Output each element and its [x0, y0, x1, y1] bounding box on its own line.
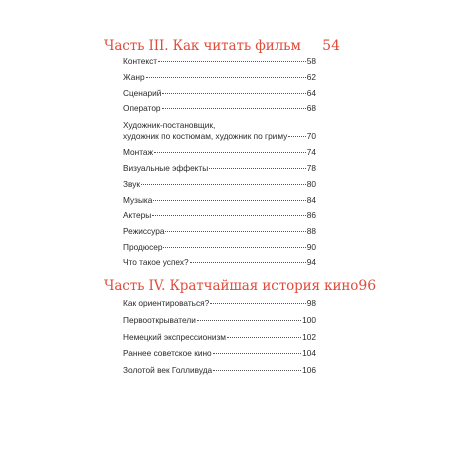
- entry-page-number: 102: [302, 332, 316, 342]
- toc-entry[interactable]: [123, 332, 316, 343]
- entry-page-number: 84: [306, 195, 316, 205]
- entry-page-number: 68: [306, 103, 316, 113]
- dot-leader: [163, 247, 305, 248]
- entry-title: Контекст: [123, 56, 158, 66]
- entry-page-number: 58: [306, 56, 316, 66]
- dot-leader: [152, 215, 306, 216]
- toc-entry[interactable]: [123, 88, 316, 99]
- part-heading: [104, 38, 340, 54]
- part-title: Часть IV. Кратчайшая история кино: [104, 278, 359, 294]
- entry-page-number: 106: [302, 365, 316, 375]
- dot-leader: [213, 353, 302, 354]
- toc-entry[interactable]: [123, 179, 316, 190]
- entry-page-number: 86: [306, 210, 316, 220]
- dot-leader: [158, 61, 306, 62]
- entry-title: Немецкий экспрессионизм: [123, 332, 226, 342]
- toc-entry[interactable]: [123, 365, 316, 376]
- dot-leader: [146, 77, 306, 78]
- toc-entry[interactable]: [123, 242, 316, 253]
- toc-entry[interactable]: [123, 210, 316, 221]
- part-title: Часть III. Как читать фильм: [104, 38, 301, 54]
- toc-entry[interactable]: [123, 315, 316, 326]
- toc-entry[interactable]: [123, 147, 316, 158]
- entry-title: Визуальные эффекты: [123, 163, 209, 173]
- entry-title: Золотой век Голливуда: [123, 365, 213, 375]
- toc-entry[interactable]: [123, 56, 316, 67]
- toc-entry[interactable]: [123, 298, 316, 309]
- entry-title: Монтаж: [123, 147, 154, 157]
- entry-page-number: 98: [306, 298, 316, 308]
- entry-page-number: 94: [306, 257, 316, 267]
- entry-title: Звук: [123, 179, 141, 189]
- dot-leader: [141, 184, 306, 185]
- dot-leader: [227, 337, 301, 338]
- entry-page-number: 74: [306, 147, 316, 157]
- toc-entry[interactable]: [123, 257, 316, 268]
- entry-page-number: 80: [306, 179, 316, 189]
- entry-title: Режиссура: [123, 226, 165, 236]
- entry-title: Раннее советское кино: [123, 348, 212, 358]
- entry-title: Первооткрыватели: [123, 315, 196, 325]
- dot-leader: [162, 108, 306, 109]
- part-page-number: 96: [358, 278, 377, 294]
- entry-title: Что такое успех?: [123, 257, 189, 267]
- entry-title: Жанр: [123, 72, 145, 82]
- entry-page-number: 90: [306, 242, 316, 252]
- entry-page-number: 62: [306, 72, 316, 82]
- entry-title: Как ориентироваться?: [123, 298, 210, 308]
- dot-leader: [288, 136, 306, 137]
- toc-entry[interactable]: [123, 195, 316, 206]
- toc-entry[interactable]: [123, 103, 316, 114]
- entry-title: Сценарий: [123, 88, 162, 98]
- entry-title: Музыка: [123, 195, 153, 205]
- entry-title-continued: художник по костюмам, художник по гриму: [123, 131, 288, 141]
- toc-entry[interactable]: [123, 163, 316, 174]
- dot-leader: [210, 303, 306, 304]
- dot-leader: [153, 200, 305, 201]
- entry-page-number: 100: [302, 315, 316, 325]
- dot-leader: [209, 168, 306, 169]
- part-heading: [104, 278, 377, 294]
- entry-title: Продюсер: [123, 242, 163, 252]
- toc-entry[interactable]: [123, 226, 316, 237]
- toc-entry[interactable]: [123, 348, 316, 359]
- dot-leader: [165, 231, 305, 232]
- entry-page-number: 64: [306, 88, 316, 98]
- dot-leader: [213, 370, 301, 371]
- toc-entry[interactable]: [123, 120, 316, 142]
- dot-leader: [162, 93, 305, 94]
- entry-page-number: 88: [306, 226, 316, 236]
- entry-title: Оператор: [123, 103, 161, 113]
- dot-leader: [190, 262, 306, 263]
- dot-leader: [154, 152, 306, 153]
- entry-title: Художник-постановщик,: [123, 120, 216, 130]
- part-page-number: 54: [322, 38, 340, 54]
- toc-entry[interactable]: [123, 72, 316, 83]
- entry-page-number: 104: [302, 348, 316, 358]
- entry-title: Актеры: [123, 210, 152, 220]
- dot-leader: [197, 320, 301, 321]
- entry-page-number: 78: [306, 163, 316, 173]
- entry-page-number: 70: [306, 131, 316, 141]
